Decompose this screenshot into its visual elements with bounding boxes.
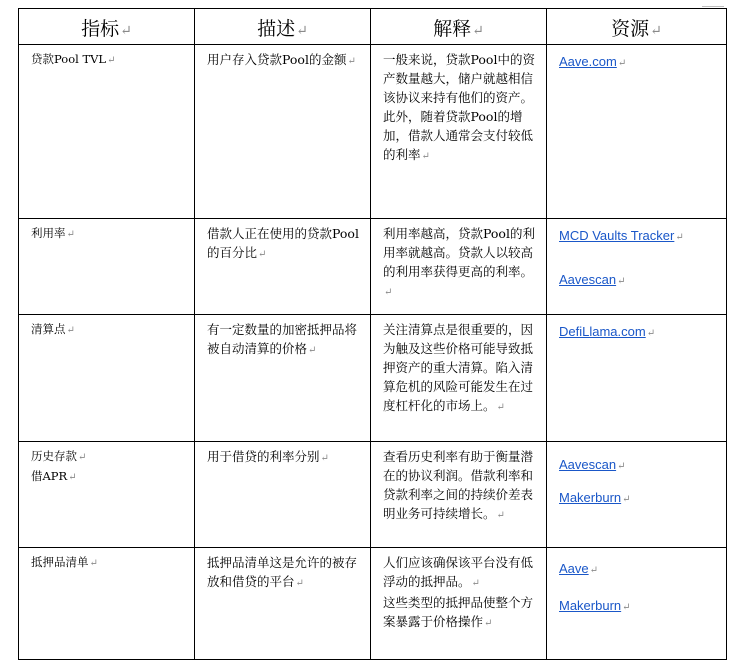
- description-cell: 用于借贷的利率分别↵: [195, 442, 371, 548]
- source-link-aavescan[interactable]: Aavescan: [559, 272, 617, 287]
- metric-cell: 贷款Pool TVL↵: [19, 45, 195, 219]
- source-link-aavescan[interactable]: Aavescan: [559, 457, 617, 472]
- metric-cell: 历史存款↵ 借APR↵: [19, 442, 195, 548]
- explanation-cell: 关注清算点是很重要的，因为触及这些价格可能导致抵押资产的重大清算。陷入清算危机的风险可能发生在过度杠杆化的市场上。↵: [371, 315, 547, 442]
- explanation-cell: 一般来说，贷款Pool中的资产数量越大，储户就越相信该协议来持有他们的资产。此外，随着贷款Pool的增加，借款人通常会支付较低的利率↵: [371, 45, 547, 219]
- source-link-makerburn[interactable]: Makerburn: [559, 490, 622, 505]
- description-cell: 借款人正在使用的贷款Pool的百分比↵: [195, 219, 371, 315]
- header-description: 描述↵: [195, 9, 371, 45]
- explanation-cell: 利用率越高，贷款Pool的利用率就越高。贷款人以较高的利用率获得更高的利率。↵: [371, 219, 547, 315]
- explanation-cell: 查看历史利率有助于衡量潜在的协议利润。借款利率和贷款利率之间的持续价差表明业务可持续增长。↵: [371, 442, 547, 548]
- source-link-mcd-vaults-tracker[interactable]: MCD Vaults Tracker: [559, 228, 675, 243]
- metric-cell: 利用率↵: [19, 219, 195, 315]
- header-explanation: 解释↵: [371, 9, 547, 45]
- description-cell: 用户存入贷款Pool的金额↵: [195, 45, 371, 219]
- explanation-cell: 人们应该确保该平台没有低浮动的抵押品。↵ 这些类型的抵押品使整个方案暴露于价格操作↵: [371, 548, 547, 660]
- table-row: [19, 45, 727, 219]
- description-cell: 有一定数量的加密抵押品将被自动清算的价格↵: [195, 315, 371, 442]
- metric-cell: 清算点↵: [19, 315, 195, 442]
- source-link-defillama[interactable]: DefiLlama.com: [559, 324, 646, 339]
- page-header-rule: [702, 6, 724, 7]
- metric-cell: 抵押品清单↵: [19, 548, 195, 660]
- source-cell: MCD Vaults Tracker↵ Aavescan↵: [547, 219, 727, 315]
- description-cell: 抵押品清单这是允许的被存放和借贷的平台↵: [195, 548, 371, 660]
- source-link-aave-com[interactable]: Aave.com: [559, 54, 617, 69]
- source-link-aave[interactable]: Aave: [559, 561, 589, 576]
- table-row: [19, 219, 727, 315]
- table-row: [19, 548, 727, 660]
- source-link-makerburn[interactable]: Makerburn: [559, 598, 622, 613]
- table-row: [19, 442, 727, 548]
- source-cell: Aavescan↵ Makerburn↵: [547, 442, 727, 548]
- header-source: 资源↵: [547, 9, 727, 45]
- source-cell: Aave.com↵: [547, 45, 727, 219]
- metrics-table: [18, 8, 727, 660]
- header-metric: 指标↵: [19, 9, 195, 45]
- source-cell: Aave↵ Makerburn↵: [547, 548, 727, 660]
- table-row: [19, 315, 727, 442]
- source-cell: DefiLlama.com↵: [547, 315, 727, 442]
- table-header-row: [19, 9, 727, 45]
